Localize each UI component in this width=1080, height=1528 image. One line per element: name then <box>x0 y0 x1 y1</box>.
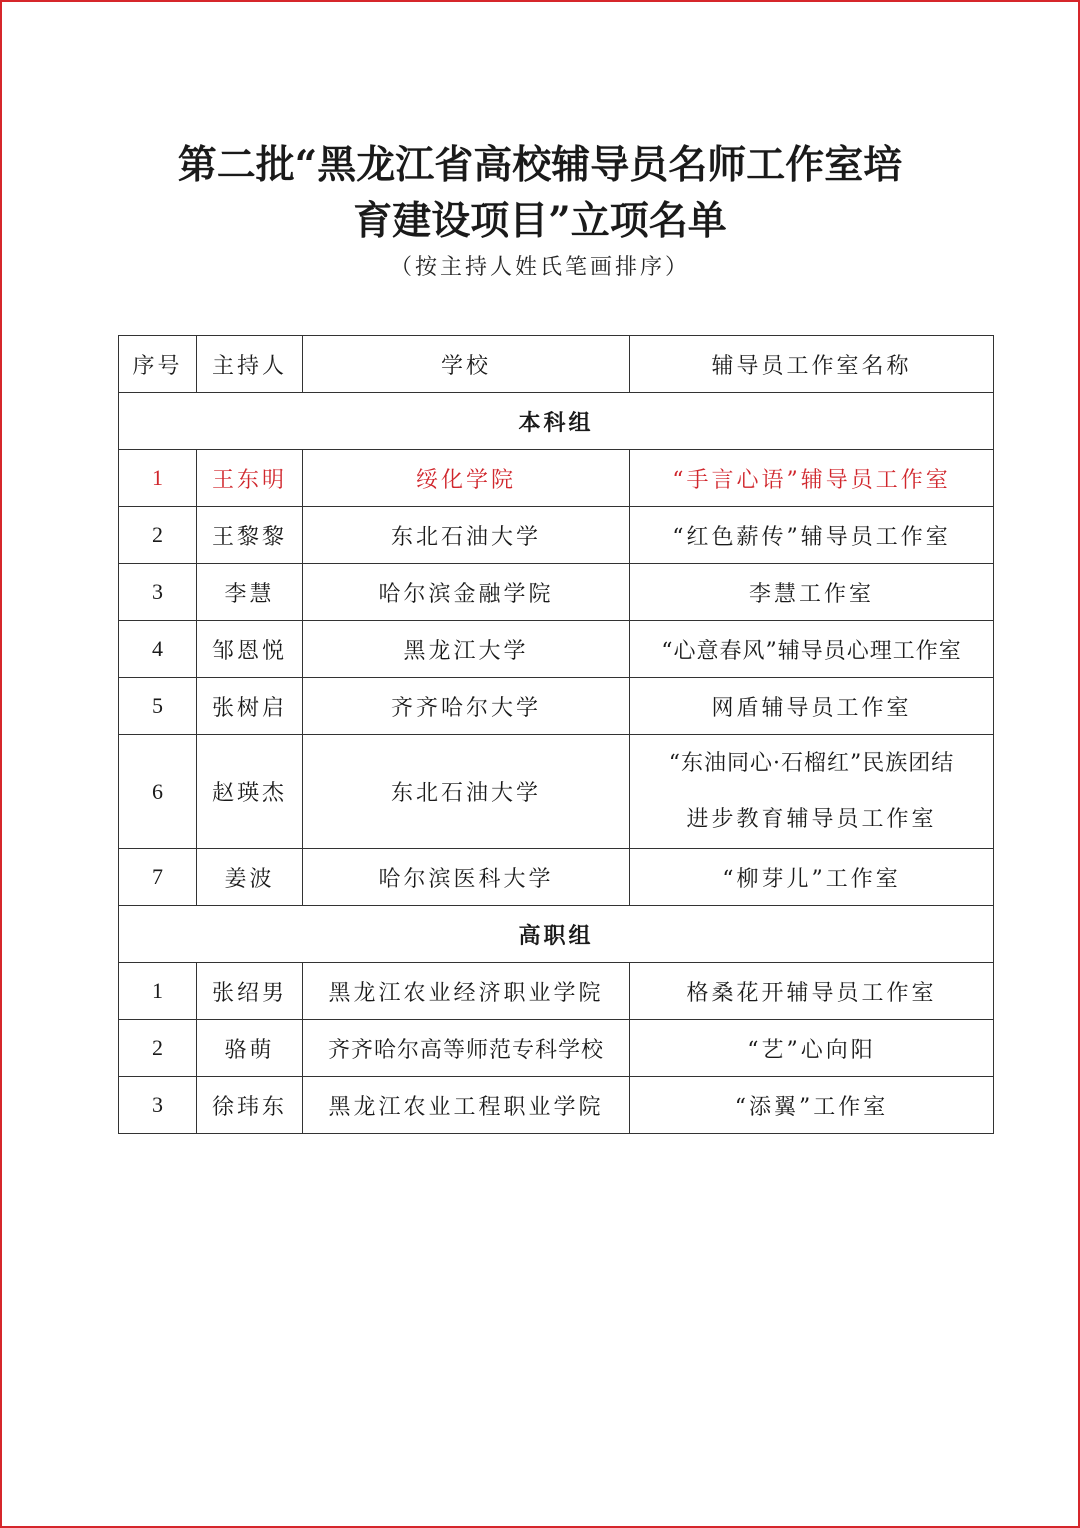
row-host: 徐玮东 <box>197 1077 303 1134</box>
row-studio: “心意春风”辅导员心理工作室 <box>630 621 994 678</box>
document-title-line-1: 第二批“黑龙江省高校辅导员名师工作室培 <box>177 142 903 188</box>
row-index: 2 <box>119 507 197 564</box>
table-row <box>119 450 994 507</box>
row-studio-line-1: “东油同心·石榴红”民族团结 <box>668 750 955 776</box>
row-host: 王黎黎 <box>197 507 303 564</box>
row-host: 邹恩悦 <box>197 621 303 678</box>
row-host: 张绍男 <box>197 963 303 1020</box>
row-studio <box>630 735 994 849</box>
row-studio: 格桑花开辅导员工作室 <box>630 963 994 1020</box>
document-title-line-2: 育建设项目”立项名单 <box>353 198 727 244</box>
row-studio: “艺”心向阳 <box>630 1020 994 1077</box>
table-row <box>119 678 994 735</box>
row-index: 2 <box>119 1020 197 1077</box>
row-host: 骆萌 <box>197 1020 303 1077</box>
header-school: 学校 <box>303 336 630 393</box>
table-row <box>119 1077 994 1134</box>
header-host: 主持人 <box>197 336 303 393</box>
group-row-undergraduate <box>119 393 994 450</box>
row-index: 1 <box>119 450 197 507</box>
row-host: 王东明 <box>197 450 303 507</box>
row-school: 黑龙江农业经济职业学院 <box>303 963 630 1020</box>
row-school: 黑龙江大学 <box>303 621 630 678</box>
row-studio: “手言心语”辅导员工作室 <box>630 450 994 507</box>
row-studio: “柳芽儿”工作室 <box>630 849 994 906</box>
table-header-row <box>119 336 994 393</box>
table-row <box>119 621 994 678</box>
row-school: 哈尔滨医科大学 <box>303 849 630 906</box>
row-school: 东北石油大学 <box>303 735 630 849</box>
row-host: 赵瑛杰 <box>197 735 303 849</box>
row-school: 绥化学院 <box>303 450 630 507</box>
group-row-vocational <box>119 906 994 963</box>
header-index: 序号 <box>119 336 197 393</box>
row-studio: 李慧工作室 <box>630 564 994 621</box>
group-label: 本科组 <box>119 393 994 450</box>
row-host: 张树启 <box>197 678 303 735</box>
document-subtitle: （按主持人姓氏笔画排序） <box>389 255 690 280</box>
table-row <box>119 1020 994 1077</box>
group-label: 高职组 <box>119 906 994 963</box>
row-index: 3 <box>119 1077 197 1134</box>
row-host: 姜波 <box>197 849 303 906</box>
row-studio: “添翼”工作室 <box>630 1077 994 1134</box>
row-index: 3 <box>119 564 197 621</box>
row-index: 4 <box>119 621 197 678</box>
row-studio-line-2: 进步教育辅导员工作室 <box>686 806 937 832</box>
table-row <box>119 507 994 564</box>
project-list-table <box>118 335 994 1134</box>
table-row <box>119 735 994 849</box>
row-studio: “红色薪传”辅导员工作室 <box>630 507 994 564</box>
row-index: 7 <box>119 849 197 906</box>
table-row <box>119 849 994 906</box>
table-row <box>119 963 994 1020</box>
row-school: 黑龙江农业工程职业学院 <box>303 1077 630 1134</box>
table-row <box>119 564 994 621</box>
row-index: 5 <box>119 678 197 735</box>
row-school: 齐齐哈尔高等师范专科学校 <box>303 1020 630 1077</box>
row-index: 6 <box>119 735 197 849</box>
row-host: 李慧 <box>197 564 303 621</box>
row-index: 1 <box>119 963 197 1020</box>
header-studio: 辅导员工作室名称 <box>630 336 994 393</box>
row-school: 哈尔滨金融学院 <box>303 564 630 621</box>
row-studio: 网盾辅导员工作室 <box>630 678 994 735</box>
row-school: 齐齐哈尔大学 <box>303 678 630 735</box>
row-school: 东北石油大学 <box>303 507 630 564</box>
